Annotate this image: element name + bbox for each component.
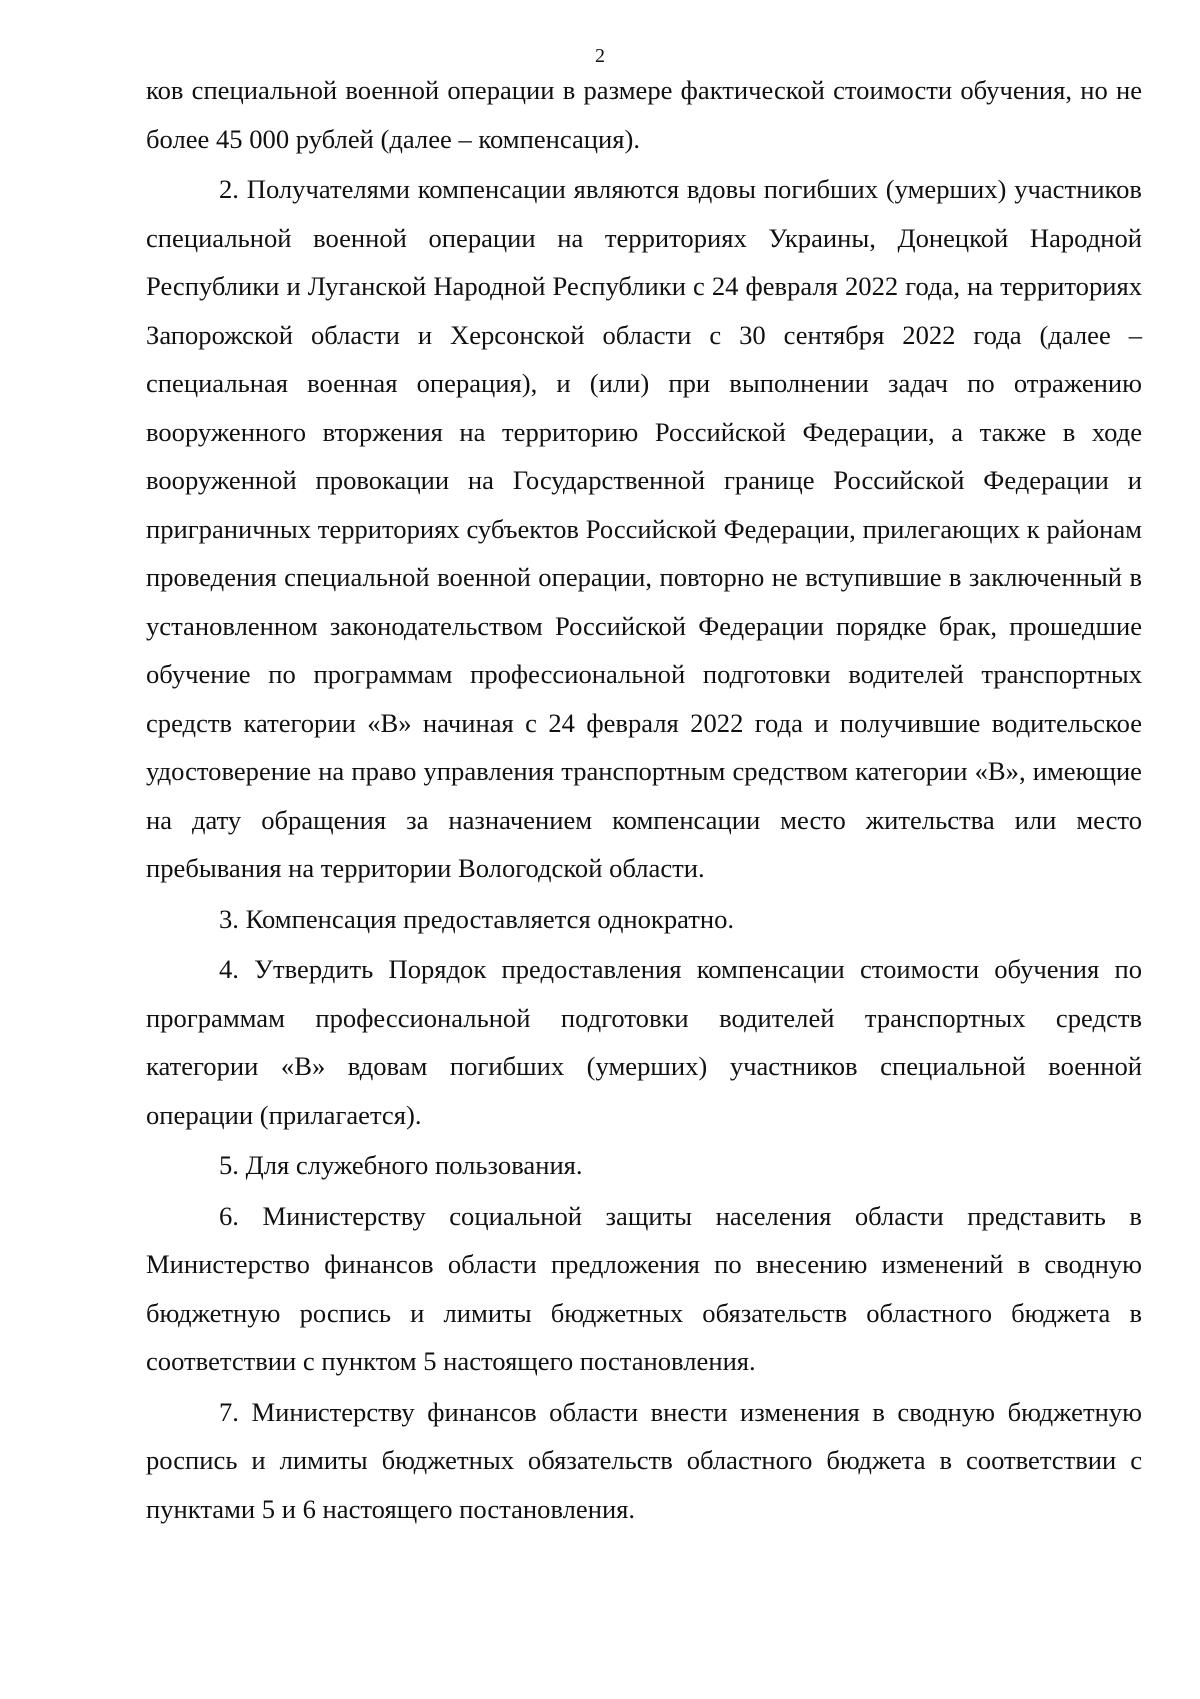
paragraph-item-6: 6. Министерству социальной защиты населения области представить в Министерство финансов области предложения по внесению изменений в сводную бюджетную роспись и лимиты бюджетных обязательств областного бюджета в соответствии с пунктом 5 настоящего постановления. <box>146 1200 1142 1376</box>
paragraph-item-2: 2. Получателями компенсации являются вдовы погибших (умерших) участников специальной военной операции на территориях Украины, Донецкой Народной Республики и Луганской Народной Республики с 24 февраля 2022 года, на территориях Запорожской области и Херсонской области с 30 сентября 2022 года (далее – специальная военная операция), и (или) при выполнении задач по отражению вооруженного вторжения на территорию Российской Федерации, а также в ходе вооруженной провокации на Государственной границе Российской Федерации и приграничных территориях субъектов Российской Федерации, прилегающих к районам проведения специальной военной операции, повторно не вступившие в заключенный в установленном законодательством Российской Федерации порядке брак, прошедшие обучение по программам профессиональной подготовки водителей транспортных средств категории «В» начиная с 24 февраля 2022 года и получившие водительское удостоверение на право управления транспортным средством категории «В», имеющие на дату обращения за назначением компенсации место жительства или место пребывания на территории Вологодской области. <box>146 174 1142 883</box>
paragraph-item-5: 5. Для служебного пользования. <box>219 1150 583 1180</box>
paragraph-continuation: ков специальной военной операции в размере фактической стоимости обучения, но не более 45 000 рублей (далее – компенсация). <box>146 75 1142 154</box>
paragraph-item-3: 3. Компенсация предоставляется однократно. <box>219 903 735 934</box>
document-body <box>146 66 1142 1535</box>
paragraph-item-7: 7. Министерству финансов области внести изменения в сводную бюджетную роспись и лимиты бюджетных обязательств областного бюджета в соответствии с пунктами 5 и 6 настоящего постановления. <box>146 1396 1142 1524</box>
paragraph-item-4: 4. Утвердить Порядок предоставления компенсации стоимости обучения по программам профессиональной подготовки водителей транспортных средств категории «В» вдовам погибших (умерших) участников специальной военной операции (прилагается). <box>146 954 1142 1130</box>
page-number: 2 <box>595 45 605 67</box>
